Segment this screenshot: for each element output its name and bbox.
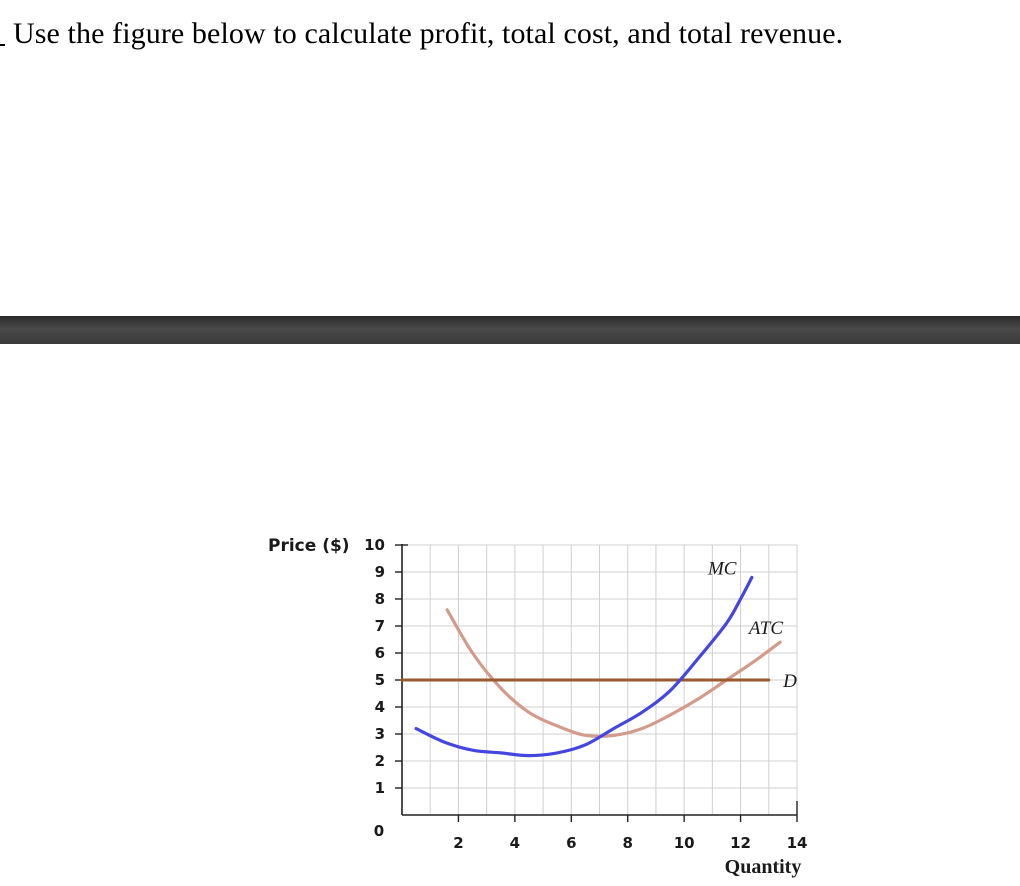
x-tick-label: 8 bbox=[622, 834, 633, 852]
question-text: Use the figure below to calculate profit, total cost, and total revenue. bbox=[13, 17, 844, 50]
mc-curve bbox=[416, 577, 752, 755]
x-axis-label: Quantity bbox=[724, 856, 802, 878]
atc-curve-label: ATC bbox=[748, 618, 784, 640]
mc-curve-label: MC bbox=[707, 558, 737, 580]
y-axis-label: Price ($) bbox=[268, 536, 350, 556]
y-tick-label: 8 bbox=[374, 590, 385, 608]
y-tick-label: 5 bbox=[374, 671, 385, 689]
x-tick-label: 4 bbox=[509, 834, 521, 852]
y-tick-label: 9 bbox=[374, 563, 385, 581]
d-curve-label: D bbox=[783, 671, 797, 692]
origin-label: 0 bbox=[373, 822, 385, 840]
x-tick-label: 6 bbox=[566, 834, 577, 852]
y-tick-label: 7 bbox=[374, 617, 385, 635]
y-tick-label: 4 bbox=[374, 698, 385, 716]
x-tick-label: 2 bbox=[453, 834, 464, 852]
atc-curve bbox=[447, 610, 780, 737]
y-tick-label: 3 bbox=[374, 725, 385, 743]
x-tick-label: 12 bbox=[730, 834, 752, 852]
x-tick-label: 14 bbox=[786, 834, 808, 852]
axes bbox=[395, 544, 797, 822]
x-tick-label: 10 bbox=[673, 834, 695, 852]
y-tick-label: 10 bbox=[364, 536, 385, 554]
y-tick-label: 1 bbox=[374, 779, 385, 797]
y-tick-label: 6 bbox=[374, 644, 385, 662]
y-tick-label: 2 bbox=[374, 752, 385, 770]
